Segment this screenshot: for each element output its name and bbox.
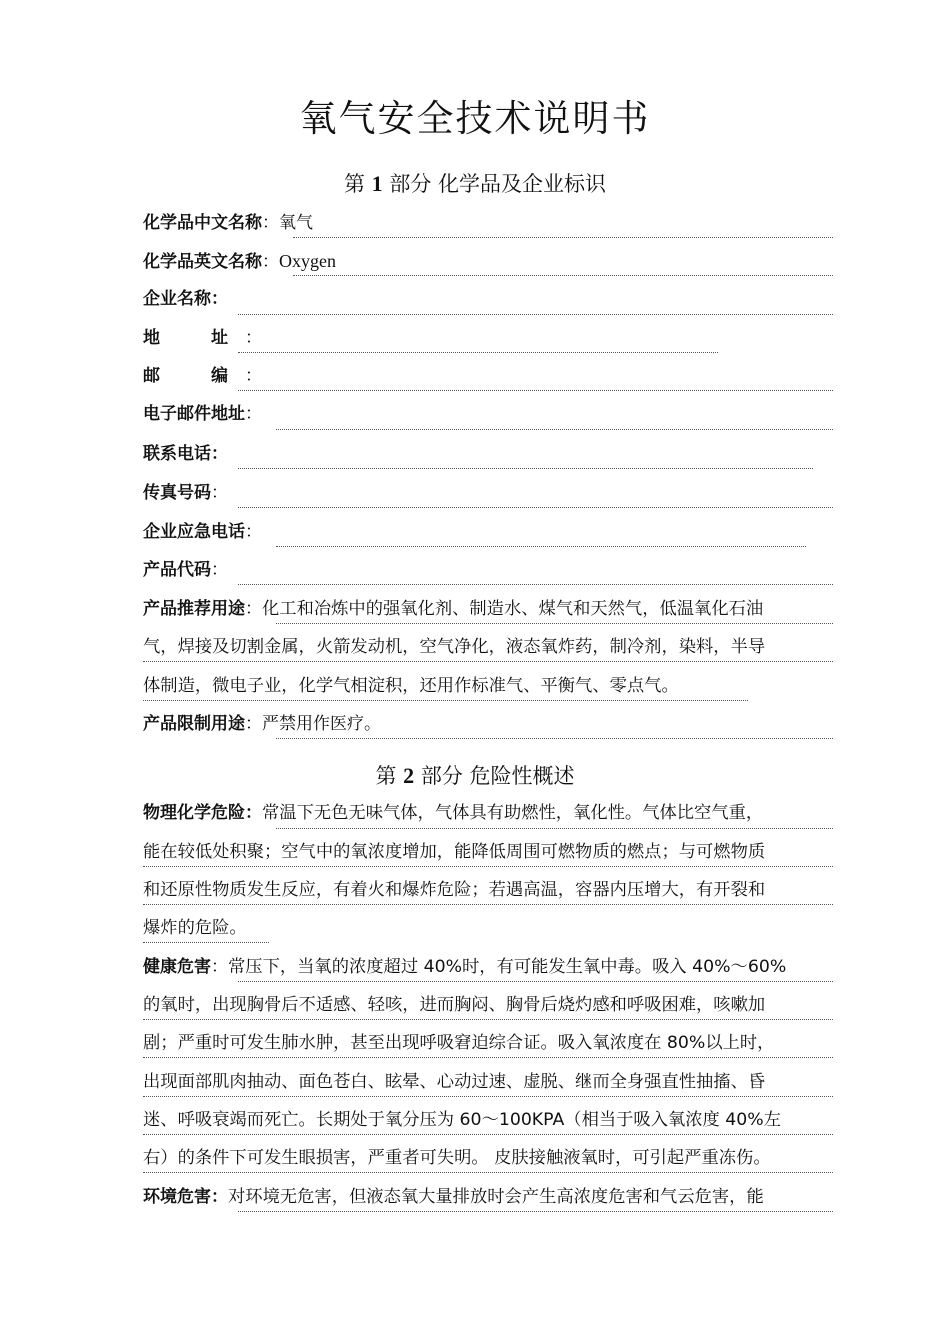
section-1-prefix: 第 xyxy=(343,172,365,196)
fax-underline xyxy=(238,507,833,508)
health-underline-6 xyxy=(143,1172,833,1173)
health-line-1: 常压下，当氧的浓度超过 40%时，有可能发生氧中毒。吸入 40%～60% xyxy=(228,957,787,977)
usage-underline-1 xyxy=(276,623,833,624)
health-line-4: 出现面部肌肉抽动、面色苍白、眩晕、心动过速、虚脱、继而全身强直性抽搐、昏 xyxy=(143,1072,766,1092)
phys-line-2: 能在较低处积聚；空气中的氧浓度增加，能降低周围可燃物质的燃点；与可燃物质 xyxy=(143,842,766,862)
env-underline-1 xyxy=(238,1211,833,1212)
usage-line-1: 化工和冶炼中的强氧化剂、制造水、煤气和天然气，低温氧化石油 xyxy=(262,599,764,619)
product-code-label: 产品代码 xyxy=(143,560,211,580)
env-line-1: 对环境无危害，但液态氧大量排放时会产生高浓度危害和气云危害，能 xyxy=(228,1187,764,1207)
usage-line-3: 体制造，微电子业，化学气相淀积，还用作标准气、平衡气、零点气。 xyxy=(143,676,679,696)
restrict-value: 严禁用作医疗。 xyxy=(262,714,381,734)
en-name-value: Oxygen xyxy=(279,251,336,271)
field-fax: 传真号码： xyxy=(143,480,228,506)
phys-underline-3 xyxy=(143,904,833,905)
email-underline xyxy=(276,429,833,430)
emergency-underline xyxy=(276,546,806,547)
usage-line-2: 气，焊接及切割金属，火箭发动机，空气净化，液态氧炸药，制冷剂，染料，半导 xyxy=(143,637,766,657)
health-underline-2 xyxy=(143,1019,833,1020)
field-usage: 产品推荐用途：化工和冶炼中的强氧化剂、制造水、煤气和天然气，低温氧化石油 xyxy=(143,596,763,622)
health-line-5: 迷、呼吸衰竭而死亡。长期处于氧分压为 60～100KPA（相当于吸入氧浓度 40%左 xyxy=(143,1110,781,1130)
health-underline-3 xyxy=(143,1057,833,1058)
section-1-heading xyxy=(0,168,950,198)
field-env-hazard xyxy=(143,1184,764,1210)
health-line-6: 右）的条件下可发生眼损害，严重者可失明。 皮肤接触液氧时，可引起严重冻伤。 xyxy=(143,1148,771,1168)
restrict-label: 产品限制用途 xyxy=(143,714,245,734)
en-name-label: 化学品英文名称 xyxy=(143,252,262,272)
field-email: 电子邮件地址： xyxy=(143,401,262,427)
health-label: 健康危害 xyxy=(143,957,211,977)
health-underline-4 xyxy=(143,1096,833,1097)
field-postcode: 邮 编： xyxy=(143,363,262,389)
section-1-suffix: 部分 化学品及企业标识 xyxy=(389,172,607,196)
section-2-suffix: 部分 危险性概述 xyxy=(420,764,575,788)
phys-underline-2 xyxy=(143,866,833,867)
field-product-code: 产品代码： xyxy=(143,557,228,583)
env-label: 环境危害： xyxy=(143,1187,228,1207)
address-underline xyxy=(238,352,718,353)
postcode-label: 邮 编 xyxy=(143,366,245,386)
field-company xyxy=(143,286,228,312)
usage-underline-3 xyxy=(143,700,748,701)
phone-underline xyxy=(238,468,813,469)
section-1-number: 1 xyxy=(371,171,383,196)
company-underline xyxy=(238,314,833,315)
usage-underline-2 xyxy=(143,661,833,662)
health-underline-1 xyxy=(238,981,833,982)
usage-label: 产品推荐用途 xyxy=(143,599,245,619)
postcode-underline xyxy=(238,390,833,391)
cn-name-value: 氧气 xyxy=(279,213,313,233)
field-cn-name: 化学品中文名称：氧气 xyxy=(143,210,313,236)
field-phone xyxy=(143,441,228,467)
restrict-underline xyxy=(276,738,833,739)
emergency-label: 企业应急电话 xyxy=(143,522,245,542)
field-emergency: 企业应急电话： xyxy=(143,519,262,545)
health-line-2: 的氧时，出现胸骨后不适感、轻咳，进而胸闷、胸骨后烧灼感和呼吸困难，咳嗽加 xyxy=(143,995,766,1015)
phys-label: 物理化学危险： xyxy=(143,803,262,823)
company-label: 企业名称： xyxy=(143,289,228,309)
section-2-number: 2 xyxy=(403,763,415,788)
phys-underline-1 xyxy=(276,828,833,829)
section-2-heading xyxy=(0,760,950,790)
phys-line-1: 常温下无色无味气体，气体具有助燃性，氧化性。气体比空气重， xyxy=(262,803,764,823)
section-2-prefix: 第 xyxy=(375,764,397,788)
document-title: 氧气安全技术说明书 xyxy=(299,97,651,140)
field-address: 地 址： xyxy=(143,325,262,351)
phys-underline-4 xyxy=(143,942,269,943)
cn-name-underline xyxy=(293,237,833,238)
health-underline-5 xyxy=(143,1134,833,1135)
fax-label: 传真号码 xyxy=(143,483,211,503)
phys-line-3: 和还原性物质发生反应，有着火和爆炸危险；若遇高温，容器内压增大，有开裂和 xyxy=(143,880,766,900)
email-label: 电子邮件地址 xyxy=(143,404,245,424)
health-line-3: 剧；严重时可发生肺水肿，甚至出现呼吸窘迫综合证。吸入氧浓度在 80%以上时， xyxy=(143,1033,775,1053)
phone-label: 联系电话： xyxy=(143,444,228,464)
address-label: 地 址 xyxy=(143,328,245,348)
field-phys-hazard xyxy=(143,800,763,826)
field-restrict: 产品限制用途：严禁用作医疗。 xyxy=(143,711,381,737)
cn-name-label: 化学品中文名称 xyxy=(143,213,262,233)
field-en-name: 化学品英文名称：Oxygen xyxy=(143,248,336,274)
field-health-hazard: 健康危害：常压下，当氧的浓度超过 40%时，有可能发生氧中毒。吸入 40%～60% xyxy=(143,954,786,980)
phys-line-4: 爆炸的危险。 xyxy=(143,918,247,938)
product-code-underline xyxy=(238,584,833,585)
en-name-underline xyxy=(293,275,833,276)
